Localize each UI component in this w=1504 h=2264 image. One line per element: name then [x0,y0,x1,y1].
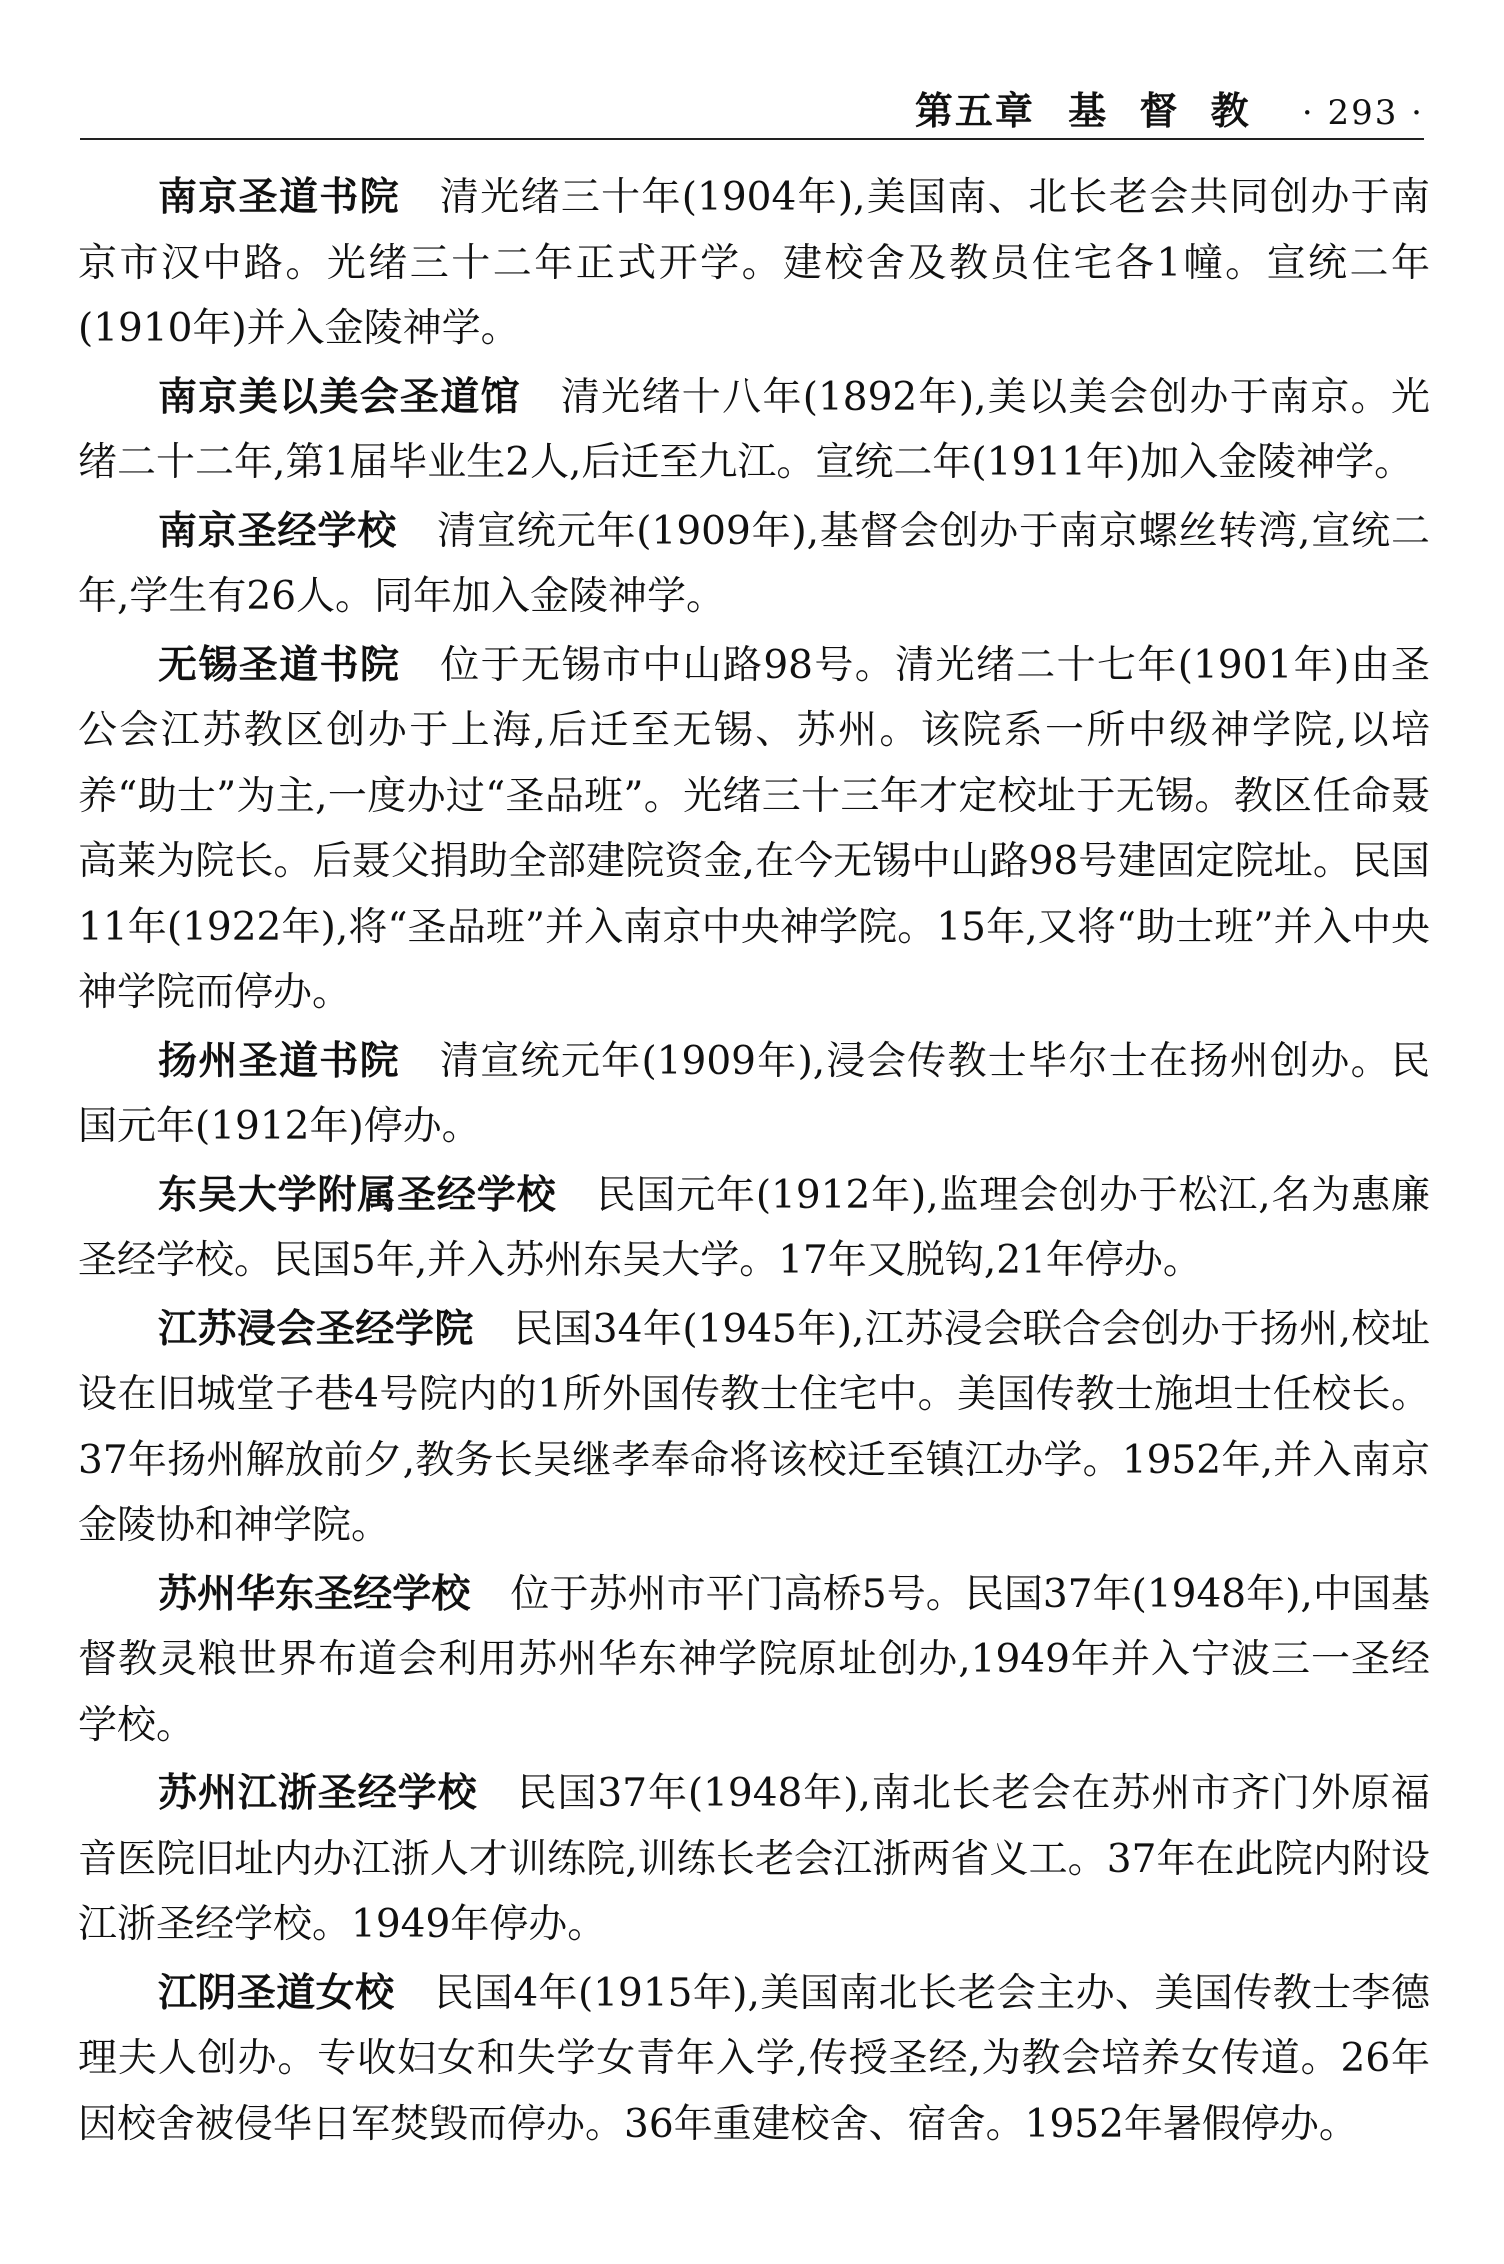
entry-name: 扬州圣道书院 [158,1038,400,1084]
entry-text: 清光绪十八年(1892年),美以美会创办于南京。光绪二十二年,第1届毕业生2人,后迁至九江。宣统二年(1911年)加入金陵神学。 [78,374,1430,485]
entry-text: 清光绪三十年(1904年),美国南、北长老会共同创办于南京市汉中路。光绪三十二年正式开学。建校舍及教员住宅各1幢。宣统二年(1910年)并入金陵神学。 [78,175,1430,351]
entry-name: 苏州华东圣经学校 [158,1571,471,1617]
entry [78,1297,1430,1559]
entry-name: 南京美以美会圣道馆 [158,374,521,420]
entry-text: 位于苏州市平门高桥5号。民国37年(1948年),中国基督教灵粮世界布道会利用苏州华东神学院原址创办,1949年并入宁波三一圣经学校。 [78,1571,1430,1748]
chapter-topic: 基 督 教 [1068,89,1259,133]
entry-name: 江苏浸会圣经学院 [158,1306,474,1352]
entry-name: 无锡圣道书院 [158,642,401,688]
entry [78,1163,1430,1294]
entry-name: 南京圣道书院 [158,175,400,220]
entry-text: 清宣统元年(1909年),基督会创办于南京螺丝转湾,宣统二年,学生有26人。同年加入金陵神学。 [78,508,1430,619]
entry [78,365,1430,496]
body-text [78,165,1430,2160]
entry [78,1761,1430,1958]
chapter-label: 第五章 [914,89,1035,133]
entry-text: 民国37年(1948年),南北长老会在苏州市齐门外原福音医院旧址内办江浙人才训练院,训练长老会江浙两省义工。37年在此院内附设江浙圣经学校。1949年停办。 [78,1771,1430,1947]
entry-name: 东吴大学附属圣经学校 [158,1172,557,1218]
entry [78,633,1430,1026]
entry-text: 民国元年(1912年),监理会创办于松江,名为惠廉圣经学校。民国5年,并入苏州东吴大学。17年又脱钩,21年停办。 [78,1172,1430,1283]
entry-text: 位于无锡市中山路98号。清光绪二十七年(1901年)由圣公会江苏教区创办于上海,后迁至无锡、苏州。该院系一所中级神学院,以培养“助士”为主,一度办过“圣品班”。光绪三十三年才定校址于无锡。教区任命聂高莱为院长。后聂父捐助全部建院资金,在今无锡中山路98号建固定院址。民国11年(1922年),将“圣品班”并入南京中央神学院。15年,又将“助士班”并入中央神学院而停办。 [78,642,1430,1015]
running-head [915,80,1424,135]
entry-name: 南京圣经学校 [158,508,398,554]
entry [78,1562,1430,1759]
entry-text: 清宣统元年(1909年),浸会传教士毕尔士在扬州创办。民国元年(1912年)停办。 [78,1038,1430,1149]
entry [78,499,1430,630]
entry [78,1029,1430,1160]
page-header [80,70,1424,140]
header-rule [80,138,1424,140]
page-number: · 293 · [1301,93,1424,133]
entry-text: 民国34年(1945年),江苏浸会联合会创办于扬州,校址设在旧城堂子巷4号院内的1所外国传教士住宅中。美国传教士施坦士任校长。37年扬州解放前夕,教务长吴继孝奉命将该校迁至镇江办学。1952年,并入南京金陵协和神学院。 [78,1306,1430,1548]
entry [78,165,1430,362]
entry-text: 民国4年(1915年),美国南北长老会主办、美国传教士李德理夫人创办。专收妇女和失学女青年入学,传授圣经,为教会培养女传道。26年因校舍被侵华日军焚毁而停办。36年重建校舍、宿舍。1952年暑假停办。 [78,1970,1430,2147]
entry [78,1961,1430,2158]
entry-name: 江阴圣道女校 [158,1970,395,2016]
entry-name: 苏州江浙圣经学校 [158,1771,478,1816]
